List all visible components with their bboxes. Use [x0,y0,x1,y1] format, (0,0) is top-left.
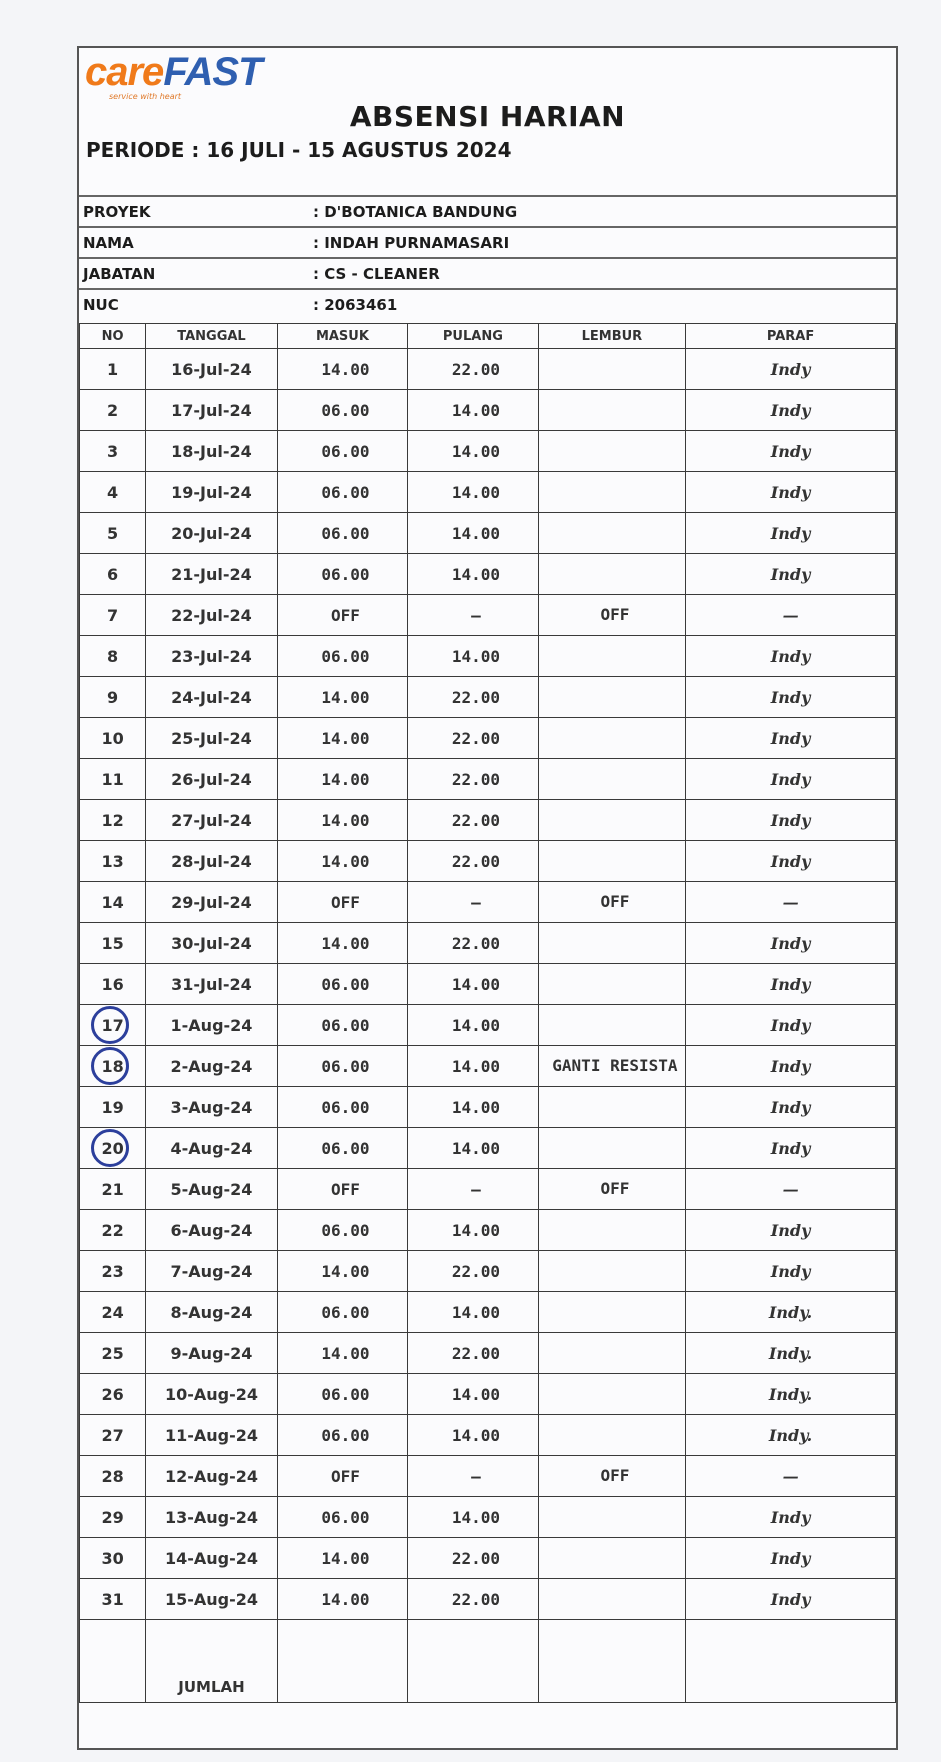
table-row [80,1415,896,1456]
row-paraf-signature: Indy. [686,1333,896,1374]
row-date: 10-Aug-24 [146,1374,277,1415]
row-lembur [538,390,686,431]
row-paraf-signature: Indy [686,1251,896,1292]
row-date: 20-Jul-24 [146,513,277,554]
row-no: 23 [80,1251,146,1292]
row-pulang: 22.00 [408,759,538,800]
info-row-jabatan: JABATAN : CS - CLEANER [79,258,896,289]
table-row [80,1538,896,1579]
row-masuk: 14.00 [277,841,407,882]
row-pulang: 14.00 [408,1374,538,1415]
attendance-table [79,323,896,1703]
row-no: 19 [80,1087,146,1128]
row-pulang: 22.00 [408,349,538,390]
row-date: 25-Jul-24 [146,718,277,759]
row-masuk: 14.00 [277,1333,407,1374]
row-date: 3-Aug-24 [146,1087,277,1128]
row-pulang: — [408,595,538,636]
row-pulang: 14.00 [408,390,538,431]
row-pulang: 22.00 [408,1538,538,1579]
row-paraf-signature: Indy [686,390,896,431]
row-no: 11 [80,759,146,800]
row-pulang: 14.00 [408,513,538,554]
row-masuk: OFF [277,1456,407,1497]
row-date: 9-Aug-24 [146,1333,277,1374]
table-row [80,1005,896,1046]
row-no: 4 [80,472,146,513]
row-pulang: 14.00 [408,1415,538,1456]
carefast-logo: careFAST [85,50,262,94]
row-no: 18 [80,1046,146,1087]
row-pulang: — [408,1169,538,1210]
row-masuk: 06.00 [277,964,407,1005]
table-row [80,1374,896,1415]
row-no: 26 [80,1374,146,1415]
col-tanggal: TANGGAL [146,324,277,349]
row-lembur [538,431,686,472]
table-row [80,923,896,964]
table-row [80,431,896,472]
row-lembur: OFF [538,1456,686,1497]
row-lembur [538,964,686,1005]
row-masuk: 14.00 [277,759,407,800]
row-paraf-signature: — [686,1169,896,1210]
row-masuk: 06.00 [277,554,407,595]
row-lembur [538,1005,686,1046]
row-pulang: 22.00 [408,1333,538,1374]
attendance-sheet [77,46,898,1750]
table-row [80,390,896,431]
table-row [80,1251,896,1292]
row-paraf-signature: — [686,882,896,923]
total-label: JUMLAH [146,1620,277,1703]
row-lembur [538,1415,686,1456]
row-paraf-signature: Indy. [686,1292,896,1333]
row-date: 30-Jul-24 [146,923,277,964]
row-date: 13-Aug-24 [146,1497,277,1538]
row-paraf-signature: Indy [686,349,896,390]
row-lembur: GANTI RESISTA [538,1046,686,1087]
row-masuk: 06.00 [277,472,407,513]
row-paraf-signature: Indy [686,554,896,595]
row-date: 23-Jul-24 [146,636,277,677]
row-masuk: 06.00 [277,513,407,554]
row-no: 30 [80,1538,146,1579]
row-date: 8-Aug-24 [146,1292,277,1333]
row-date: 24-Jul-24 [146,677,277,718]
row-lembur [538,1497,686,1538]
row-lembur [538,1210,686,1251]
table-row [80,718,896,759]
row-masuk: 06.00 [277,1046,407,1087]
row-date: 1-Aug-24 [146,1005,277,1046]
row-masuk: OFF [277,882,407,923]
row-paraf-signature: Indy [686,1128,896,1169]
table-row [80,349,896,390]
row-paraf-signature: Indy. [686,1415,896,1456]
table-row [80,636,896,677]
row-pulang: 14.00 [408,1210,538,1251]
row-pulang: 22.00 [408,718,538,759]
row-paraf-signature: Indy [686,472,896,513]
table-row [80,882,896,923]
row-paraf-signature: Indy [686,1497,896,1538]
row-pulang: 22.00 [408,923,538,964]
row-date: 21-Jul-24 [146,554,277,595]
row-lembur [538,636,686,677]
table-row [80,964,896,1005]
row-masuk: 06.00 [277,1497,407,1538]
row-lembur [538,1374,686,1415]
table-row [80,1333,896,1374]
row-no: 2 [80,390,146,431]
row-no: 28 [80,1456,146,1497]
row-date: 5-Aug-24 [146,1169,277,1210]
row-pulang: 22.00 [408,800,538,841]
row-masuk: 06.00 [277,1128,407,1169]
table-row [80,1497,896,1538]
row-masuk: 14.00 [277,1251,407,1292]
row-masuk: 06.00 [277,636,407,677]
row-masuk: 06.00 [277,1005,407,1046]
row-lembur [538,554,686,595]
table-row [80,1456,896,1497]
row-date: 18-Jul-24 [146,431,277,472]
row-paraf-signature: Indy [686,1538,896,1579]
row-date: 4-Aug-24 [146,1128,277,1169]
row-paraf-signature: Indy [686,718,896,759]
row-date: 6-Aug-24 [146,1210,277,1251]
row-lembur [538,677,686,718]
row-masuk: 14.00 [277,718,407,759]
row-date: 29-Jul-24 [146,882,277,923]
row-lembur [538,841,686,882]
row-no: 27 [80,1415,146,1456]
row-no: 7 [80,595,146,636]
row-masuk: 14.00 [277,1538,407,1579]
table-header [80,324,896,349]
pen-circle-mark [91,1047,129,1085]
table-row [80,841,896,882]
row-paraf-signature: — [686,595,896,636]
row-paraf-signature: Indy [686,1087,896,1128]
row-lembur [538,923,686,964]
row-date: 31-Jul-24 [146,964,277,1005]
info-row-nama: NAMA : INDAH PURNAMASARI [79,227,896,258]
pen-circle-mark [91,1006,129,1044]
table-row [80,595,896,636]
row-pulang: 14.00 [408,1497,538,1538]
table-row [80,1292,896,1333]
table-row [80,1046,896,1087]
row-no: 29 [80,1497,146,1538]
row-date: 16-Jul-24 [146,349,277,390]
row-paraf-signature: Indy [686,964,896,1005]
row-lembur [538,1087,686,1128]
row-paraf-signature: Indy [686,759,896,800]
row-masuk: OFF [277,1169,407,1210]
table-row [80,1128,896,1169]
row-masuk: 14.00 [277,923,407,964]
row-lembur [538,1128,686,1169]
row-masuk: 06.00 [277,1087,407,1128]
row-date: 26-Jul-24 [146,759,277,800]
row-pulang: 14.00 [408,1292,538,1333]
row-pulang: 22.00 [408,1251,538,1292]
row-pulang: 22.00 [408,1579,538,1620]
row-no: 5 [80,513,146,554]
table-row [80,513,896,554]
info-row-nuc: NUC : 2063461 [79,289,896,319]
row-lembur [538,472,686,513]
row-no: 20 [80,1128,146,1169]
row-no: 10 [80,718,146,759]
table-row [80,1210,896,1251]
row-lembur [538,349,686,390]
row-date: 15-Aug-24 [146,1579,277,1620]
row-no: 6 [80,554,146,595]
row-date: 19-Jul-24 [146,472,277,513]
row-no: 9 [80,677,146,718]
table-row [80,554,896,595]
row-date: 27-Jul-24 [146,800,277,841]
row-no: 17 [80,1005,146,1046]
row-paraf-signature: Indy [686,1005,896,1046]
period-label: PERIODE : 16 JULI - 15 AGUSTUS 2024 [86,138,512,162]
row-no: 1 [80,349,146,390]
row-no: 25 [80,1333,146,1374]
row-pulang: 14.00 [408,636,538,677]
table-row [80,800,896,841]
row-masuk: 14.00 [277,677,407,718]
row-pulang: 14.00 [408,1046,538,1087]
row-lembur [538,1251,686,1292]
row-pulang: 14.00 [408,431,538,472]
row-lembur [538,718,686,759]
row-masuk: 06.00 [277,1374,407,1415]
row-pulang: 14.00 [408,964,538,1005]
row-masuk: 06.00 [277,1292,407,1333]
row-paraf-signature: Indy [686,800,896,841]
row-no: 24 [80,1292,146,1333]
row-no: 12 [80,800,146,841]
row-masuk: 14.00 [277,800,407,841]
col-masuk: MASUK [277,324,407,349]
row-date: 2-Aug-24 [146,1046,277,1087]
row-paraf-signature: Indy [686,1210,896,1251]
row-lembur: OFF [538,595,686,636]
employee-info [79,195,896,319]
row-paraf-signature: Indy [686,513,896,554]
info-row-proyek: PROYEK : D'BOTANICA BANDUNG [79,196,896,227]
row-date: 28-Jul-24 [146,841,277,882]
row-pulang: 14.00 [408,1128,538,1169]
row-no: 22 [80,1210,146,1251]
row-no: 13 [80,841,146,882]
row-pulang: — [408,1456,538,1497]
row-lembur [538,759,686,800]
total-row [80,1620,896,1703]
row-paraf-signature: Indy [686,1046,896,1087]
row-pulang: 22.00 [408,677,538,718]
row-no: 8 [80,636,146,677]
row-lembur [538,513,686,554]
table-row [80,759,896,800]
row-no: 3 [80,431,146,472]
row-masuk: OFF [277,595,407,636]
table-row [80,1169,896,1210]
row-no: 16 [80,964,146,1005]
row-paraf-signature: Indy [686,841,896,882]
table-row [80,472,896,513]
row-lembur [538,1292,686,1333]
row-lembur [538,800,686,841]
col-lembur: LEMBUR [538,324,686,349]
row-date: 7-Aug-24 [146,1251,277,1292]
row-lembur [538,1579,686,1620]
row-lembur: OFF [538,1169,686,1210]
row-date: 11-Aug-24 [146,1415,277,1456]
pen-circle-mark [91,1129,129,1167]
row-pulang: 14.00 [408,554,538,595]
row-paraf-signature: — [686,1456,896,1497]
logo-tagline: service with heart [109,92,182,101]
row-pulang: — [408,882,538,923]
row-date: 17-Jul-24 [146,390,277,431]
row-no: 14 [80,882,146,923]
row-pulang: 14.00 [408,472,538,513]
row-no: 21 [80,1169,146,1210]
row-paraf-signature: Indy. [686,1374,896,1415]
row-date: 22-Jul-24 [146,595,277,636]
row-lembur [538,1538,686,1579]
row-masuk: 14.00 [277,349,407,390]
table-row [80,1087,896,1128]
col-pulang: PULANG [408,324,538,349]
row-paraf-signature: Indy [686,677,896,718]
row-masuk: 06.00 [277,390,407,431]
row-paraf-signature: Indy [686,431,896,472]
page-title: ABSENSI HARIAN [349,100,626,133]
row-lembur: OFF [538,882,686,923]
row-pulang: 22.00 [408,841,538,882]
row-date: 14-Aug-24 [146,1538,277,1579]
row-pulang: 14.00 [408,1087,538,1128]
row-no: 31 [80,1579,146,1620]
row-paraf-signature: Indy [686,923,896,964]
table-row [80,677,896,718]
col-paraf: PARAF [686,324,896,349]
row-masuk: 06.00 [277,1415,407,1456]
row-masuk: 14.00 [277,1579,407,1620]
row-paraf-signature: Indy [686,636,896,677]
row-masuk: 06.00 [277,431,407,472]
row-no: 15 [80,923,146,964]
row-lembur [538,1333,686,1374]
col-no: NO [80,324,146,349]
row-pulang: 14.00 [408,1005,538,1046]
row-masuk: 06.00 [277,1210,407,1251]
table-row [80,1579,896,1620]
row-date: 12-Aug-24 [146,1456,277,1497]
row-paraf-signature: Indy [686,1579,896,1620]
